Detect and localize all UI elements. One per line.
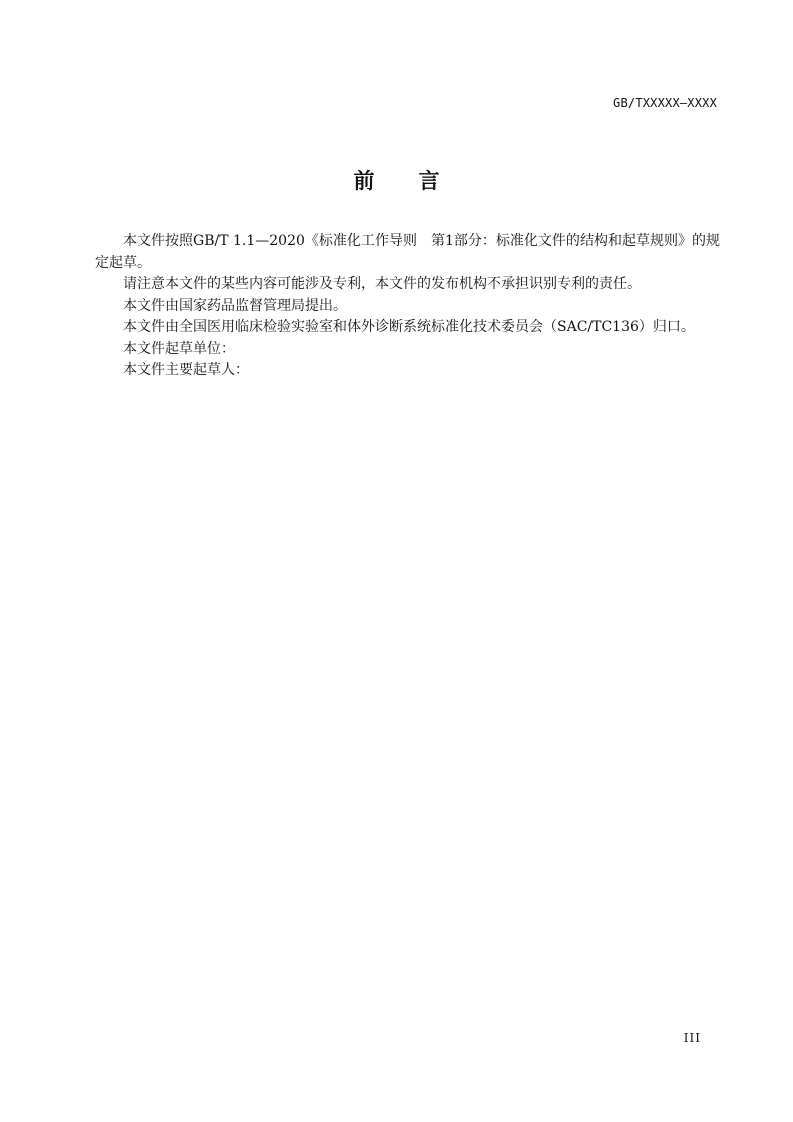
page-number: III <box>683 1031 701 1045</box>
foreword-body <box>95 231 720 382</box>
paragraph-drafting-rules: 本文件按照GB/T 1.1—2020《标准化工作导则 第1部分：标准化文件的结构和起草规则》的规定起草。 <box>95 233 720 271</box>
document-code: GB/TXXXXX—XXXX <box>613 96 717 110</box>
paragraph-drafters: 本文件主要起草人： <box>123 362 249 378</box>
page-title <box>0 165 793 195</box>
title-char-1: 前 <box>353 169 375 193</box>
paragraph-administered-by: 本文件由全国医用临床检验实验室和体外诊断系统标准化技术委员会（SAC/TC136）归口。 <box>123 319 695 335</box>
paragraph-drafting-units: 本文件起草单位： <box>123 340 235 357</box>
paragraph-proposed-by: 本文件由国家药品监督管理局提出。 <box>123 297 347 314</box>
title-char-2: 言 <box>418 169 440 193</box>
paragraph-patent-notice: 请注意本文件的某些内容可能涉及专利，本文件的发布机构不承担识别专利的责任。 <box>123 276 641 292</box>
